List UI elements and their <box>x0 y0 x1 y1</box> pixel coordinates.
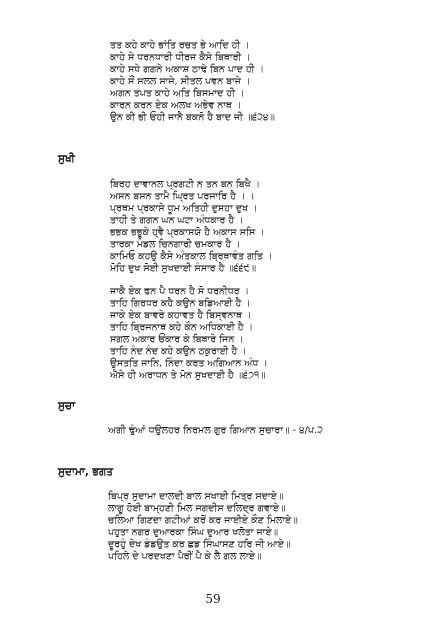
section-heading-sukhi: ਸੁਖੀ <box>58 153 75 165</box>
verse-line: ਕਾਰਨ ਕਰਨ ਏਕ ਅਲਖ ਅਭੇਵ ਨਾਥ । <box>110 99 242 111</box>
verse-line: ਭਭਕ ਭਭੂਕੇ ਹ੍ਵੈ ਪ੍ਰਕਾਸਯੋ ਹੈ ਅਕਾਸ ਸਸਿ । <box>110 226 265 238</box>
verse-line: ਕਾਮਿਓ ਕਹਉ ਕੈਸੇ ਅੰਤਕਾਲ ਬ੍ਰਿਥਾਵੰਤ ਗਤਿ । <box>110 250 273 262</box>
verse-line: ਕਾਹੇ ਸਧੇ ਗਗਨੇ ਅਕਾਸ਼ ਠਾਢੇ ਬਿਨ ਪਾਦ ਹੀ । <box>110 63 264 75</box>
verse-block-sukhi <box>0 179 426 382</box>
verse-line: ਤਾਹਿ ਬ੍ਰਿਜਨਾਥ ਕਹੇ ਕੌਨ ਅਧਿਕਾਈ ਹੈ । <box>110 322 253 334</box>
verse-line: ਐਸੇ ਹੀ ਅਰਾਧਨ ਤੇ ਮੋਨ ਸੁਖਦਾਈ ਹੈ ॥੬੭੧॥ <box>110 370 266 381</box>
section-heading-sudama: ਸੁਦਾਮਾ, ਭਗਤ <box>58 466 113 478</box>
verse-line: ਤਾਹਿ ਨੰਦ ਨੰਦ ਕਹੇ ਕਉਨ ਠਕੁਰਾਈ ਹੈ । <box>110 346 247 358</box>
verse-line: ਪਹਿਲੇ ਦੇ ਪਰਦਖਣਾ ਪੈਰੀਂ ਪੈ ਕੇ ਲੈ ਗਲ ਲਾਏ॥ <box>108 550 262 562</box>
verse-block-sudama <box>0 491 426 563</box>
verse-line: ਪ੍ਰਥਮ ਪ੍ਰਕਾਸੇ ਧੂਮ ਅਤਿਹੀ ਦੁਸਹਾ ਦੁਖ । <box>110 202 258 214</box>
verse-line: ਸਗਲ ਅਕਾਰ ਓਂਕਾਰ ਕੇ ਬਿਥਾਰੇ ਜਿਨ । <box>110 334 244 346</box>
verse-line: ਤਾਰਕਾ ਮੰਡਲ ਚਿਨਗਾਰੀ ਚਮਕਾਰ ਹੈ । <box>110 238 241 250</box>
verse-line: ਉਨ ਕੀ ਭੀ ਓਹੀ ਜਾਨੈ ਬਕਨੋ ਹੈ ਬਾਦ ਜੀ ॥੬੨੪॥ <box>110 111 275 123</box>
scripture-quote: ਅਗੀ ਢੁੰਆਂ ਧਉਲਹਰ ਨਿਰਮਲ ਗੁਰ ਗਿਆਨ ਸੁਚਾਰਾ॥ - ੪/ਪ.੨ <box>108 425 324 436</box>
verse-line: ਅਗਨ ਤਪਤ ਕਾਹੇ ਅਤਿ ਬਿਸਮਾਦ ਹੀ । <box>110 87 245 99</box>
verse-line: ਚਲਿਆ ਗਿਣਦਾ ਗਟੀਆਂ ਕਰੋਂ ਕਰ ਜਾਈਏ ਕੌਣ ਮਿਲਾਏ॥ <box>108 514 298 526</box>
verse-line: ਬਿਰਹ ਦਾਵਾਨਲ ਪ੍ਰਗਟੀ ਨ ਤਨ ਬਨ ਬਿਖੈ । <box>110 179 261 190</box>
verse-line: ਤਾਹਿ ਗਿਰਧਰ ਕਹੈ ਕਉਨ ਬਡਿਆਈ ਹੈ । <box>110 298 251 310</box>
section-heading-sucha: ਸੁਚਾ <box>58 400 76 412</box>
verse-line: ਜਾਕੈ ਏਕ ਫਨ ਪੈ ਧਰਨ ਹੈ ਸੋ ਧਰਨੀਧਰ । <box>110 286 250 298</box>
verse-line: ਉਸਤਤਿ ਜਾਨਿ, ਨਿੰਦਾ ਕਰਤ ਅਗਿਆਨ ਅੰਧ । <box>110 358 268 370</box>
verse-line: ਪਹੁਤਾ ਨਗਰ ਦੁਆਰਕਾ ਸਿੰਘ ਦੁਆਰ ਖਲੋਤਾ ਜਾਏ॥ <box>108 526 278 538</box>
verse-line: ਜਾਕੇ ਏਕ ਬਾਵਰੇ ਕਹਾਵਤ ਹੈ ਬਿਸ੍ਵਨਾਥ । <box>110 310 252 322</box>
verse-line: ਤਾਹੀ ਤੇ ਗਗਨ ਘਨ ਘਟਾ ਅੰਧਕਾਰ ਹੈ । <box>110 214 244 226</box>
verse-line: ਬਿਪ੍ਰ ਸੁਦਾਮਾ ਦਾਲਦੀ ਬਾਲ ਸਖਾਈ ਮਿਤ੍ਰ ਸਦਾਏ॥ <box>108 491 284 502</box>
page-number: 59 <box>205 592 221 606</box>
verse-line: ਲਾਗੂ ਹੋਈ ਬਾਮ੍ਹਣੀ ਮਿਲ ਜਗਦੀਸ ਦਲਿਦ੍ਰ ਗਵਾਏ॥ <box>108 502 286 514</box>
verse-block-intro <box>0 40 426 124</box>
stanza-gap <box>110 275 426 287</box>
verse-line: ਕਾਹੇ ਸੌਂ ਸਲਲ ਸਾਜੇ, ਸੀਤਲ ਪਵਨ ਬਾਜੇ । <box>110 75 251 87</box>
verse-line: ਤਤ ਕਹੇ ਕਾਹੇ ਭਾਂਤਿ ਰਚਤ ਭੇ ਆਦਿ ਹੀ । <box>110 40 250 51</box>
verse-line: ਮੋਹਿ ਦੁਖ ਸੋਈ ਸੁਖਦਾਈ ਸੰਸਾਰ ਹੈ ॥੬੬੯॥ <box>110 262 257 274</box>
verse-line: ਕਾਹੇ ਸੇ ਧਰਨਧਾਰੀ ਧੀਰਜ ਕੈਸੇ ਬਿਥਾਰੀ । <box>110 51 251 63</box>
verse-line: ਅਸਨ ਬਸਨ ਤਾਮੈ ਘ੍ਰਿਤ ਪਰਜਾਰਿ ਹੈ । । <box>110 190 255 202</box>
verse-line: ਦੂਰਹੁੰ ਦੇਖ ਡੰਡਉਤ ਕਰ ਛਡ ਸਿੰਘਾਸਣ ਹਰਿ ਜੀ ਆਏ॥ <box>108 538 291 550</box>
